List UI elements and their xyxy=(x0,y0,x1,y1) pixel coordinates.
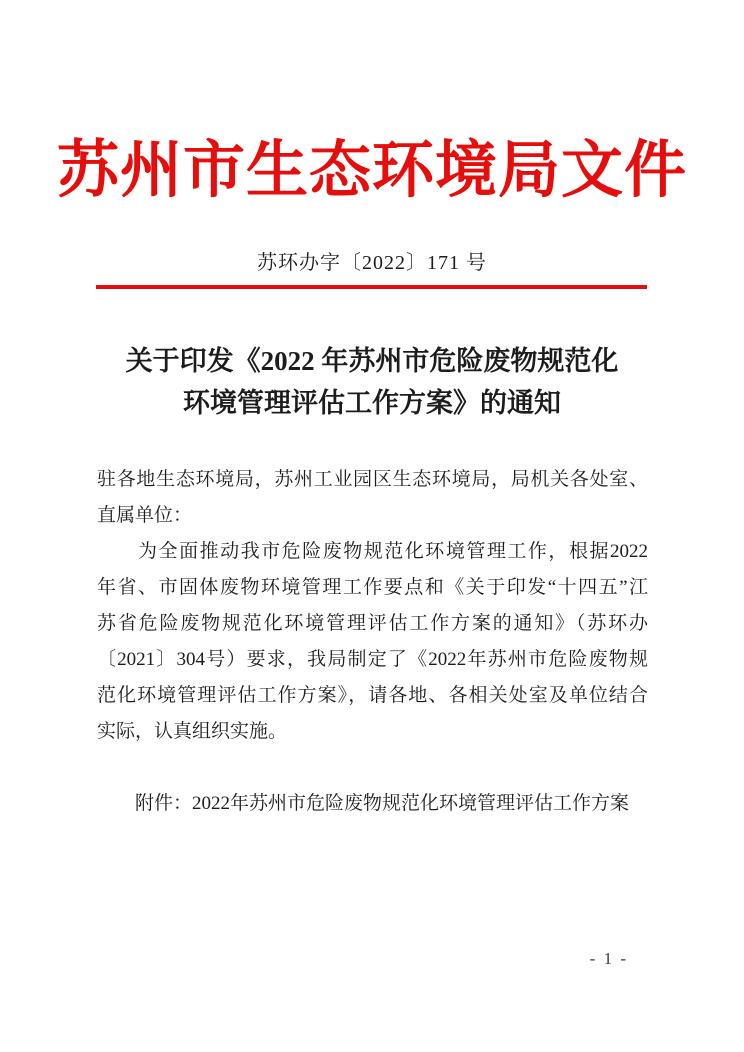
paragraph xyxy=(97,534,648,750)
body-line: 直属单位： xyxy=(97,505,193,526)
doc-number: 苏环办字〔2022〕171 号 xyxy=(257,252,487,274)
body-line: 驻各地生态环境局，苏州工业园区生态环境局，局机关各处室、 xyxy=(97,469,648,490)
letterhead-title: 苏州市生态环境局文件 xyxy=(56,137,687,205)
document-title-line: 环境管理评估工作方案》的通知 xyxy=(183,388,561,418)
body-line: 苏省危险废物规范化环境管理评估工作方案的通知》（苏环办 xyxy=(97,613,648,634)
body-line: 实际，认真组织实施。 xyxy=(97,721,288,742)
body-line: 附件：2022年苏州市危险废物规范化环境管理评估工作方案 xyxy=(97,793,630,814)
paragraph xyxy=(97,786,648,822)
document-body xyxy=(97,462,648,822)
body-line: 范化环境管理评估工作方案》，请各地、各相关处室及单位结合 xyxy=(97,685,648,706)
document-title-line: 关于印发《2022 年苏州市危险废物规范化 xyxy=(125,346,619,376)
red-divider-rule xyxy=(96,285,647,289)
body-line: 年省、市固体废物环境管理工作要点和《关于印发“十四五”江 xyxy=(97,577,648,598)
body-line: 〔2021〕304号）要求，我局制定了《2022年苏州市危险废物规 xyxy=(97,649,648,670)
paragraph xyxy=(97,462,648,534)
page-number: - 1 - xyxy=(589,949,628,968)
document-title xyxy=(0,340,744,424)
body-line: 为全面推动我市危险废物规范化环境管理工作，根据2022 xyxy=(97,541,648,562)
